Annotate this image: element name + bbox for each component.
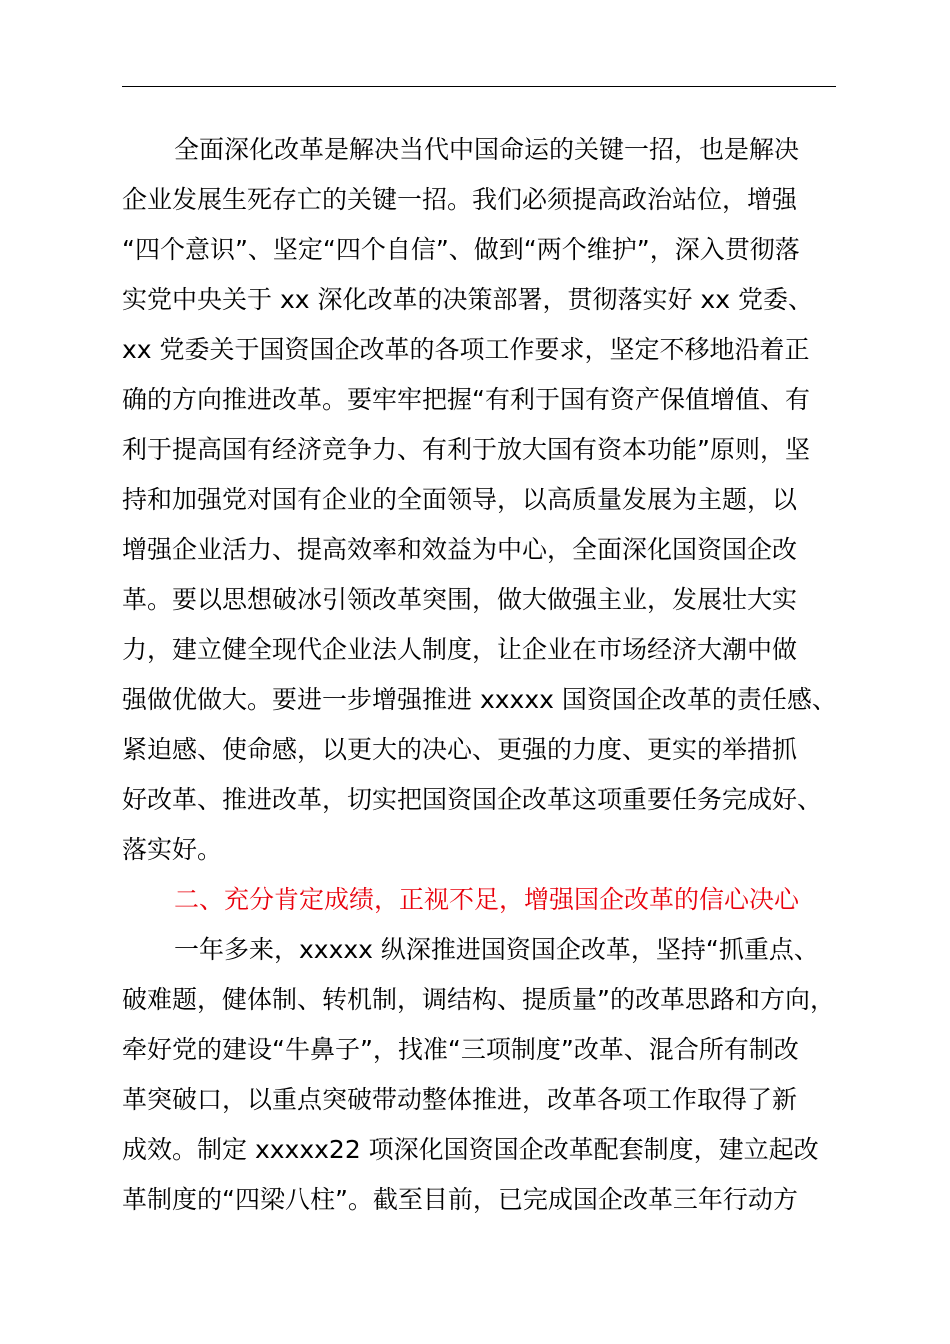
paragraph-line: xx 党委关于国资国企改革的各项工作要求，坚定不移地沿着正	[122, 335, 810, 364]
paragraph-line: 一年多来，xxxxx 纵深推进国资国企改革，坚持“抓重点、	[174, 935, 819, 964]
paragraph-line: 好改革、推进改革，切实把国资国企改革这项重要任务完成好、	[122, 785, 823, 814]
paragraph-line: 成效。制定 xxxxx22 项深化国资国企改革配套制度，建立起改	[122, 1135, 819, 1164]
paragraph-2	[122, 925, 840, 1225]
paragraph-line: 强做优做大。要进一步增强推进 xxxxx 国资国企改革的责任感、	[122, 685, 837, 714]
paragraph-line: 确的方向推进改革。要牢牢把握“有利于国有资产保值增值、有	[122, 385, 810, 414]
paragraph-line: 利于提高国有经济竞争力、有利于放大国有资本功能”原则，坚	[122, 435, 810, 464]
paragraph-line: 革突破口，以重点突破带动整体推进，改革各项工作取得了新	[122, 1085, 798, 1114]
paragraph-1	[122, 125, 840, 875]
header-rule	[122, 86, 836, 87]
paragraph-line: 增强企业活力、提高效率和效益为中心，全面深化国资国企改	[122, 535, 798, 564]
paragraph-line: 实党中央关于 xx 深化改革的决策部署，贯彻落实好 xx 党委、	[122, 285, 813, 314]
paragraph-line: 持和加强党对国有企业的全面领导，以高质量发展为主题，以	[122, 485, 798, 514]
paragraph-line: 破难题，健体制、转机制，调结构、提质量”的改革思路和方向，	[122, 985, 835, 1014]
paragraph-line: 落实好。	[122, 835, 223, 864]
paragraph-line: 企业发展生死存亡的关键一招。我们必须提高政治站位，增强	[122, 185, 798, 214]
section-heading: 二、充分肯定成绩，正视不足，增强国企改革的信心决心	[174, 885, 800, 914]
paragraph-line: 力，建立健全现代企业法人制度，让企业在市场经济大潮中做	[122, 635, 798, 664]
paragraph-line: “四个意识”、坚定“四个自信”、做到“两个维护”，深入贯彻落	[122, 235, 800, 264]
paragraph-line: 革。要以思想破冰引领改革突围，做大做强主业，发展壮大实	[122, 585, 798, 614]
document-body	[122, 125, 840, 1225]
paragraph-line: 革制度的“四梁八柱”。截至目前，已完成国企改革三年行动方	[122, 1185, 798, 1214]
paragraph-line: 牵好党的建设“牛鼻子”，找准“三项制度”改革、混合所有制改	[122, 1035, 799, 1064]
paragraph-line: 全面深化改革是解决当代中国命运的关键一招，也是解决	[174, 135, 800, 164]
paragraph-line: 紧迫感、使命感，以更大的决心、更强的力度、更实的举措抓	[122, 735, 798, 764]
